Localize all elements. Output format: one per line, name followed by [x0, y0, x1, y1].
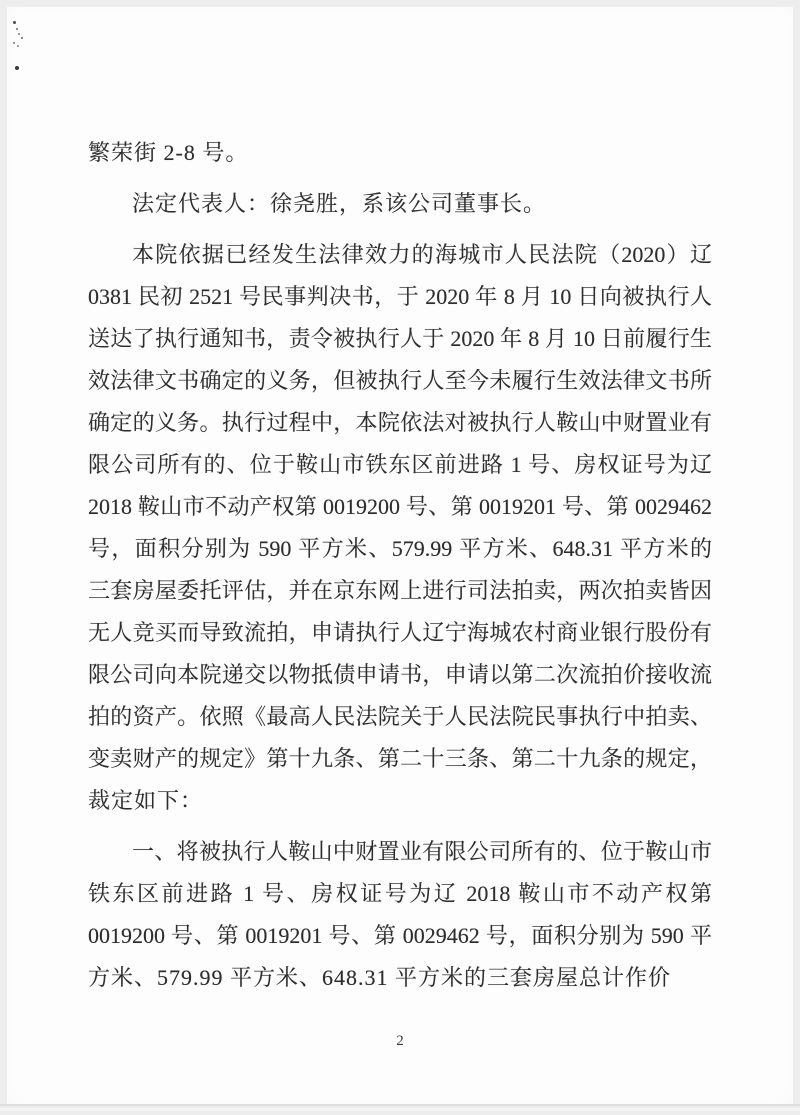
text-line: 送达了执行通知书，责令被执行人于 2020 年 8 月 10 日前履行生: [88, 326, 712, 351]
page-number: 2: [396, 1033, 404, 1049]
text-line: 0019200 号、第 0019201 号、第 0029462 号，面积分别为 590 平: [88, 923, 712, 948]
text-line: 号，面积分别为 590 平方米、579.99 平方米、648.31 平方米的: [88, 536, 712, 561]
text-line: 2018 鞍山市不动产权第 0019200 号、第 0019201 号、第 0029462: [88, 494, 712, 519]
text-line: 法定代表人：徐尧胜，系该公司董事长。: [132, 191, 547, 216]
text-line: 繁荣街 2-8 号。: [88, 140, 249, 165]
text-line: 铁东区前进路 1 号、房权证号为辽 2018 鞍山市不动产权第: [88, 881, 712, 906]
text-line: 限公司所有的、位于鞍山市铁东区前进路 1 号、房权证号为辽: [88, 452, 712, 477]
text-line: 本院依据已经发生法律效力的海城市人民法院（2020）辽: [132, 242, 712, 267]
text-line: 拍的资产。依照《最高人民法院关于人民法院民事执行中拍卖、: [88, 704, 712, 729]
text-line: 无人竞买而导致流拍，申请执行人辽宁海城农村商业银行股份有: [88, 620, 712, 645]
text-line: 变卖财产的规定》第十九条、第二十三条、第二十九条的规定，: [88, 746, 712, 771]
document-text: [88, 132, 712, 999]
scan-edge-highlight: [0, 1108, 800, 1111]
text-line: 三套房屋委托评估，并在京东网上进行司法拍卖，两次拍卖皆因: [88, 578, 712, 603]
text-line: 效法律文书确定的义务，但被执行人至今未履行生效法律文书所: [88, 368, 712, 393]
text-line: 0381 民初 2521 号民事判决书，于 2020 年 8 月 10 日向被执行人: [88, 284, 712, 309]
text-line: 限公司向本院递交以物抵债申请书，申请以第二次流拍价接收流: [88, 662, 712, 687]
text-line: 一、将被执行人鞍山中财置业有限公司所有的、位于鞍山市: [132, 839, 712, 864]
scan-edge-shadow: [0, 1104, 800, 1106]
text-line: 裁定如下：: [88, 788, 204, 813]
text-line: 方米、579.99 平方米、648.31 平方米的三套房屋总计作价: [88, 965, 672, 990]
document-page: [7, 7, 793, 1104]
text-line: 确定的义务。执行过程中，本院依法对被执行人鞍山中财置业有: [88, 410, 712, 435]
